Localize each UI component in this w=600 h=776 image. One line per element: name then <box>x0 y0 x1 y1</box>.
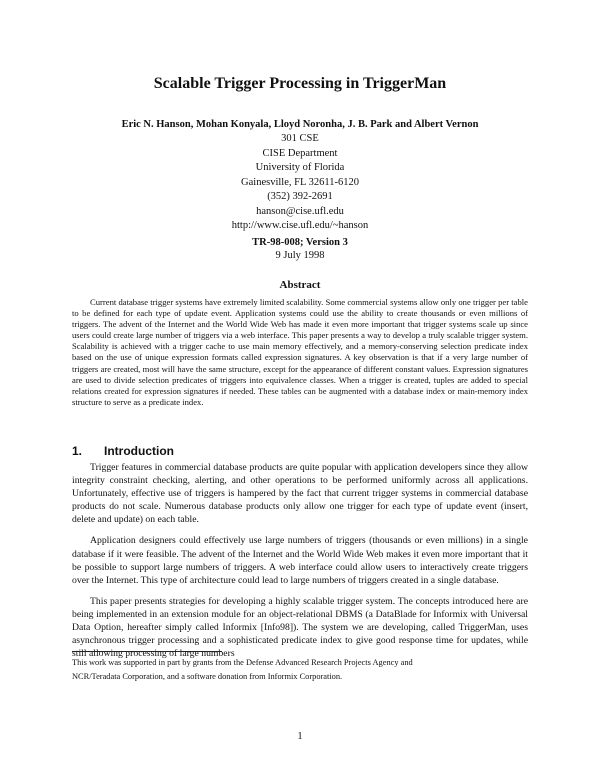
affiliation-department: CISE Department <box>262 147 338 159</box>
affiliation-office: 301 CSE <box>281 133 319 144</box>
abstract-text: Current database trigger systems have extremely limited scalability. Some commercial systems allow only one trigger per table to be defined for each type of update event. Application systems could use the ability to create thousands or even millions of triggers. The advent of the Internet and the World Wide Web has made it even more important that trigger systems scale up since users could create large number of triggers via a web interface. This paper presents a way to develop a truly scalable trigger system. Scalability is achieved with a trigger cache to use main memory effectively, and a memory-conserving selection predicate index based on the use of unique expression formats called expression signatures. A key observation is that if a very large number of triggers are created, most will have the same structure, except for the appearance of different constant values. Expression signatures are used to divide selection predicates of triggers into equivalence classes. When a trigger is created, tuples are added to special relations created for expression signatures if needed. These tables can be augmented with a database index or main-memory index structure to serve as a predicate index. <box>72 297 528 407</box>
body-paragraph: This paper presents strategies for developing a highly scalable trigger system. The concepts introduced here are being implemented in an extension module for an object-relational DBMS (a DataBlade for Informix with Universal Data Option, hereafter simply called Informix [Info98]). The system we are developing, called TriggerMan, uses asynchronous trigger processing and a sophisticated predicate index to give good response time for updates, while still allowing processing of large numbers <box>72 595 528 660</box>
report-info <box>0 236 600 262</box>
footnote-line: NCR/Teradata Corporation, and a software donation from Informix Corporation. <box>72 672 343 681</box>
author-list: Eric N. Hanson, Mohan Konyala, Lloyd Noronha, J. B. Park and Albert Vernon <box>121 119 479 130</box>
report-date: 9 July 1998 <box>275 250 325 261</box>
section-heading <box>72 444 174 458</box>
affiliation-block <box>0 132 600 234</box>
affiliation-phone: (352) 392-2691 <box>267 191 333 202</box>
affiliation-email: hanson@cise.ufl.edu <box>256 205 344 217</box>
affiliation-university: University of Florida <box>255 162 345 173</box>
abstract-heading: Abstract <box>279 279 321 291</box>
report-id: TR-98-008; Version 3 <box>252 237 348 248</box>
section-body <box>72 461 528 668</box>
body-paragraph: Application designers could effectively use large numbers of triggers (thousands or even millions) in a single database if it were feasible. The advent of the Internet and the World Wide Web makes it even more important that it be possible to support large numbers of triggers. A web interface could allow users to interactively create triggers over the Internet. This type of architecture could lead to large numbers of triggers created in a single database. <box>72 535 528 586</box>
footnote-line: This work was supported in part by grants from the Defense Advanced Research Projects Agency and <box>72 658 413 667</box>
footnote <box>72 656 528 684</box>
affiliation-address: Gainesville, FL 32611-6120 <box>241 176 359 188</box>
footnote-divider <box>72 651 222 652</box>
page-number: 1 <box>297 731 303 742</box>
section-title: Introduction <box>104 444 174 458</box>
paper-title: Scalable Trigger Processing in TriggerMan <box>153 75 447 92</box>
abstract-body <box>72 297 528 408</box>
affiliation-url: http://www.cise.ufl.edu/~hanson <box>231 220 369 231</box>
body-paragraph: Trigger features in commercial database products are quite popular with application developers since they allow integrity constraint checking, alerting, and other operations to be performed uniformly across all applications. Unfortunately, effective use of triggers is hampered by the fact that current trigger systems in commercial database products do not scale. Numerous database products only allow one trigger for each type of update event (insert, delete and update) on each table. <box>72 462 528 526</box>
section-number: 1. <box>72 444 83 458</box>
